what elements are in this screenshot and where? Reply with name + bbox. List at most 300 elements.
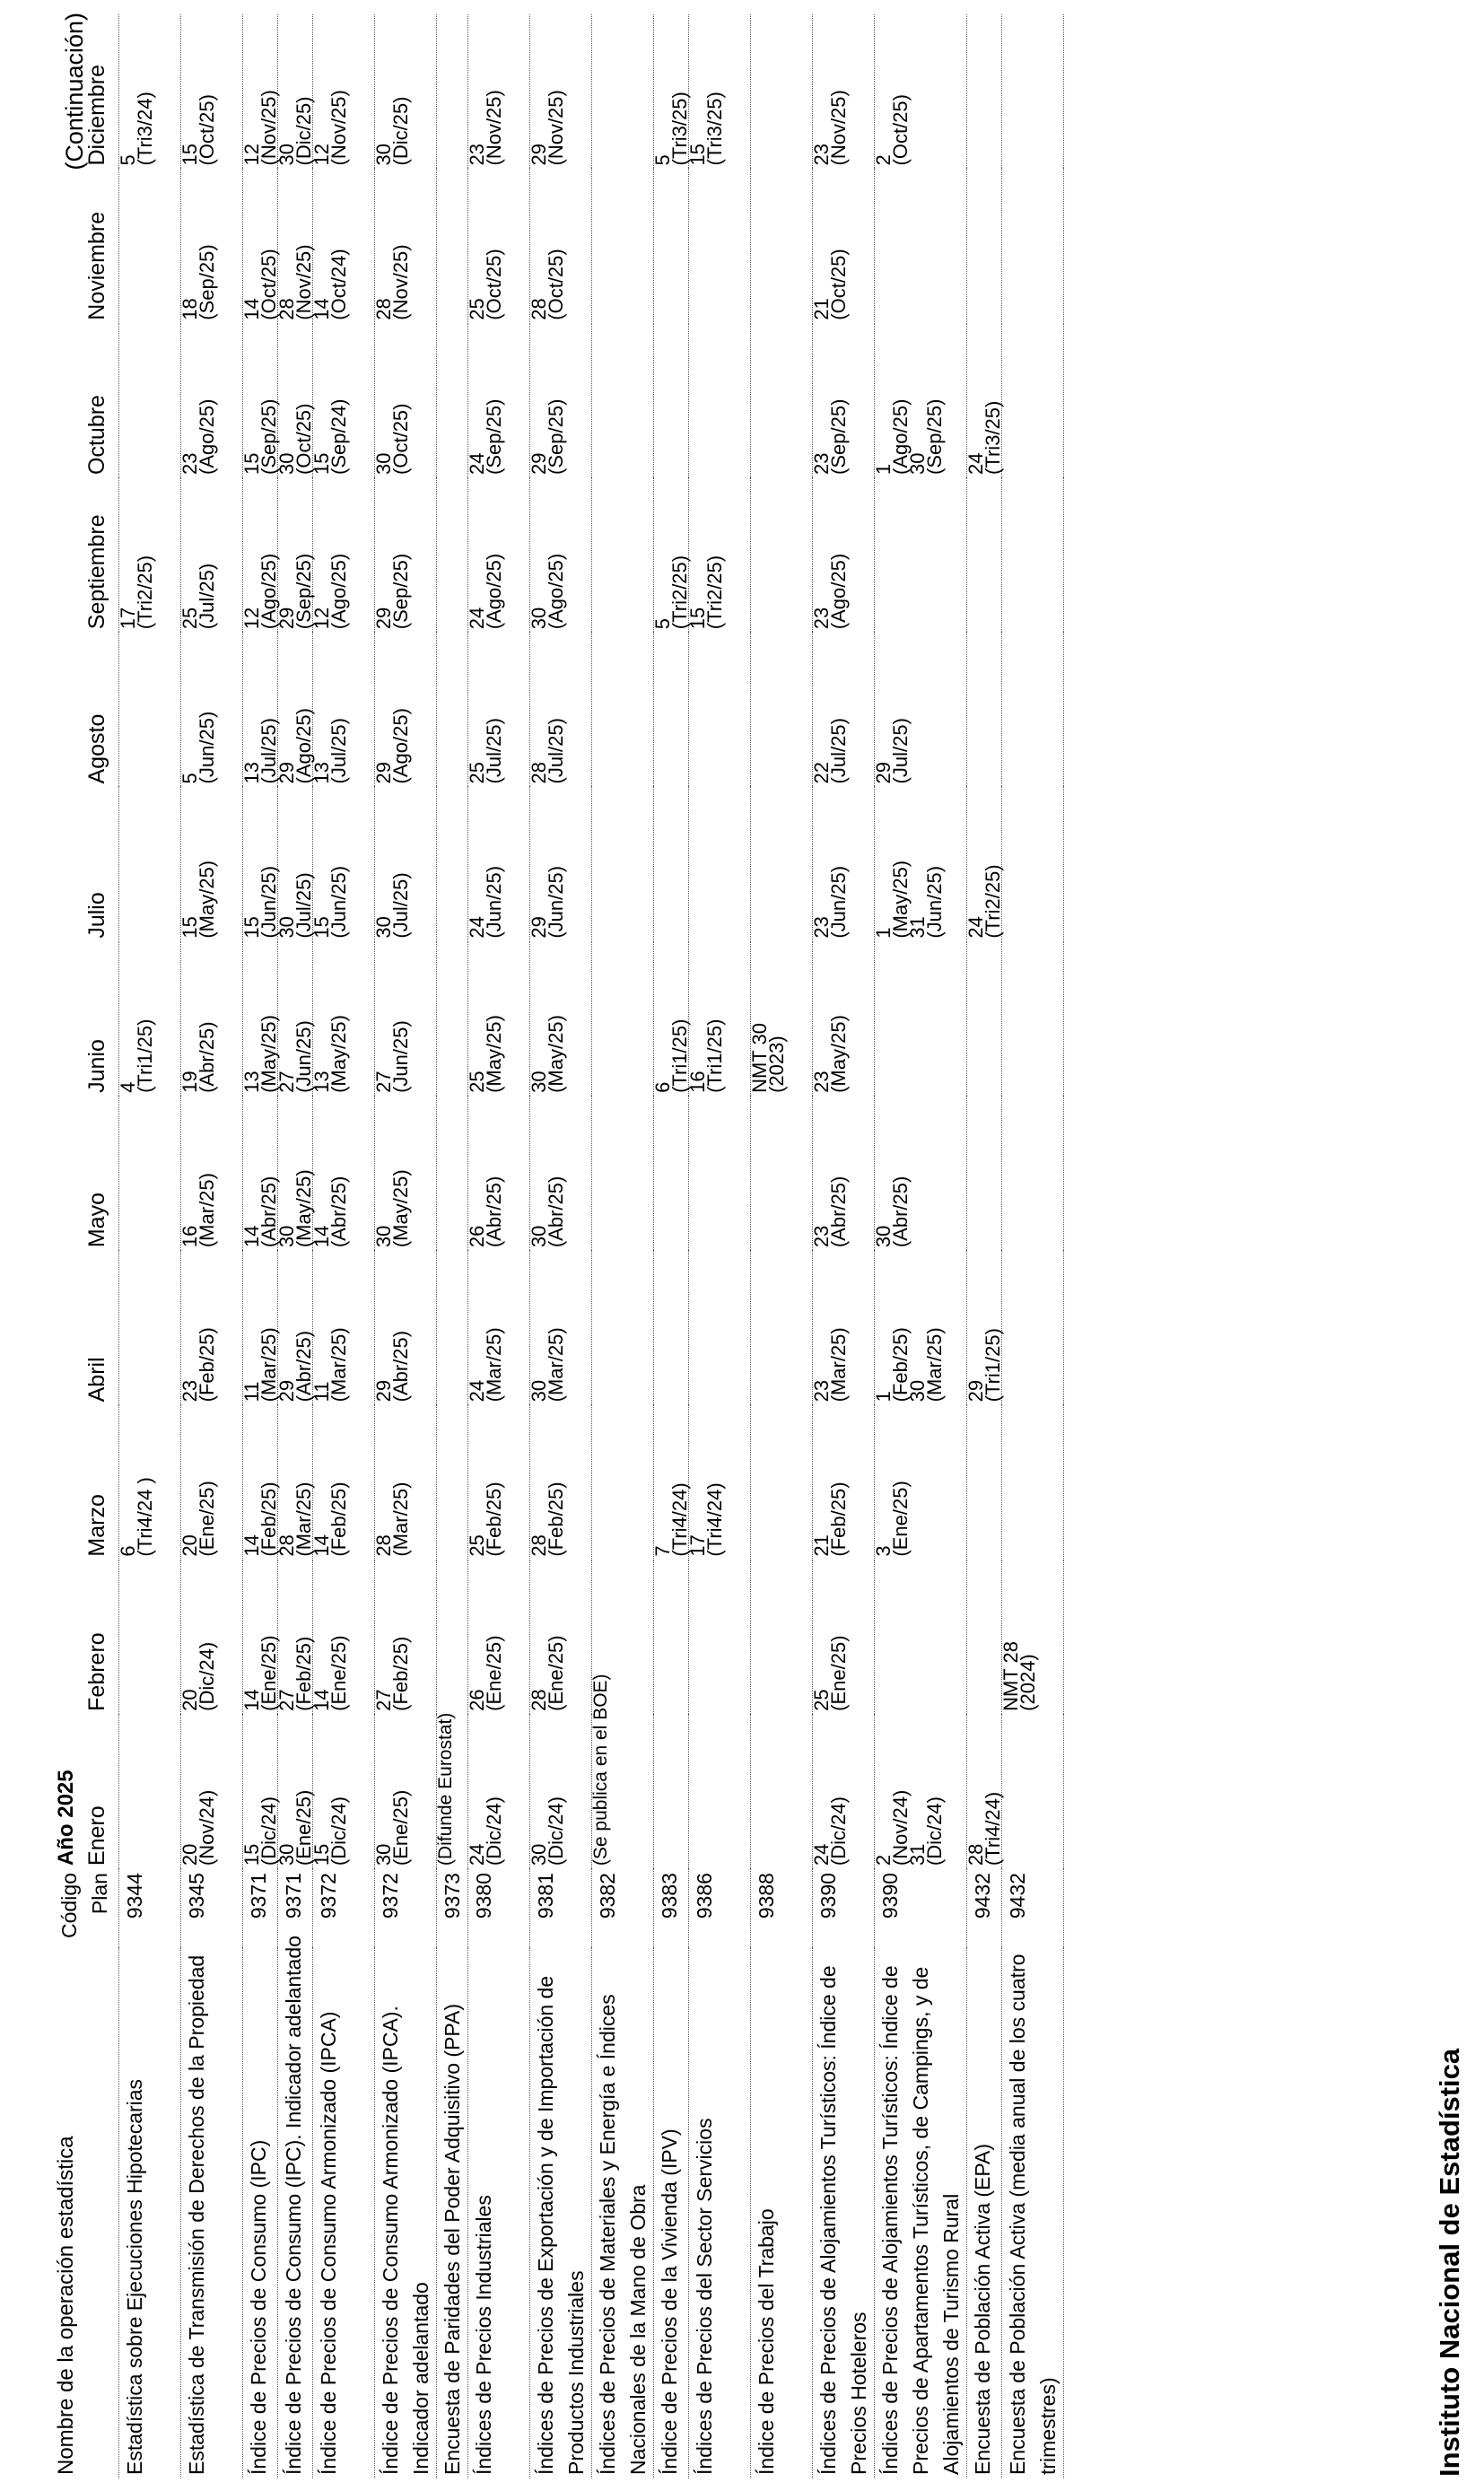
reference-period: (Jul/25) [483, 718, 505, 784]
reference-period: (Oct/25) [889, 94, 912, 166]
reference-period: (Ene/25) [196, 1481, 218, 1557]
reference-period: (Sep/25) [389, 553, 412, 630]
row-note: (Se publica en el BOE) [590, 1674, 611, 1866]
release-cell [310, 324, 375, 478]
release-cell [372, 478, 437, 633]
operation-name-line: Índice de Precios de Consumo Armonizado (IPCA) [317, 2011, 340, 2475]
release-day: 11 [240, 1381, 263, 1403]
release-day: 22 [810, 761, 833, 784]
release-cell [240, 478, 280, 633]
operation-name [654, 1948, 689, 2478]
table-row [278, 14, 313, 2478]
release-cell [872, 1405, 967, 1560]
release-cell [967, 1251, 1002, 1405]
reference-period: (Oct/25) [483, 249, 505, 320]
reference-period: (Nov/25) [258, 90, 280, 166]
header-row-2 [84, 14, 119, 2478]
table-row [468, 14, 530, 2478]
reference-period: (Sep/25) [827, 398, 850, 475]
release-cell [468, 1405, 530, 1560]
release-cell [1002, 170, 1064, 324]
release-day: 30 [528, 1225, 550, 1248]
release-cell [181, 1405, 243, 1560]
release-day: 13 [310, 761, 333, 784]
operation-name-line: Índices de Precios Industriales [472, 2195, 495, 2475]
release-day: 26 [466, 1225, 488, 1248]
reference-period: (Ago/25) [389, 708, 412, 784]
release-cell [654, 633, 689, 787]
reference-period: (Jun/25) [827, 865, 850, 939]
release-cell [372, 942, 437, 1097]
release-cell [810, 1251, 875, 1405]
reference-period: (Feb/25) [389, 1636, 412, 1711]
release-cell [654, 1715, 689, 1869]
month-header: Agosto [84, 713, 109, 784]
release-day: 25 [466, 298, 488, 320]
release-day: 14 [310, 1225, 333, 1248]
release-cell [751, 1405, 813, 1560]
release-cell [240, 324, 280, 478]
reference-period: (Oct/25) [258, 249, 280, 320]
reference-period: (Mar/25) [483, 1327, 505, 1403]
release-day: 13 [240, 1071, 263, 1093]
table-row [592, 14, 654, 2478]
release-day: 15 [310, 452, 333, 475]
operation-name-line: Índice de Precios de Consumo (IPC). Indicador adelantado [282, 1936, 305, 2475]
reference-period: (Mar/25) [196, 1173, 218, 1248]
reference-period: (Nov/25) [327, 90, 350, 166]
release-cell [119, 1251, 181, 1405]
reference-period: (Ene/25) [258, 1635, 280, 1711]
release-cell [875, 942, 967, 1097]
month-header: Junio [84, 1039, 109, 1093]
release-day: 30 [372, 144, 395, 166]
release-day: 15 [179, 144, 201, 166]
month-header: Octubre [84, 395, 109, 475]
reference-period: (Tri2/25) [982, 864, 1004, 939]
release-cell [181, 787, 243, 941]
reference-period: (Tri3/25) [668, 92, 691, 166]
reference-period: (Ene/25) [827, 1635, 850, 1711]
release-cell [967, 787, 1002, 941]
reference-period: (2023) [765, 1036, 788, 1093]
release-day: 27 [372, 1689, 395, 1711]
release-cell [689, 787, 751, 941]
reference-period: (Nov/25) [827, 90, 850, 166]
release-day: 25 [466, 761, 488, 784]
release-cell [468, 1560, 530, 1715]
month-header: Mayo [84, 1193, 109, 1248]
release-cell [240, 170, 280, 324]
operation-name [278, 1936, 313, 2478]
release-cell [875, 170, 967, 324]
release-cell [119, 14, 181, 170]
release-cell [372, 170, 437, 324]
release-cell [654, 324, 689, 478]
release-cell [119, 787, 181, 941]
operation-name-line: Encuesta de Población Activa (media anual de los cuatro [1006, 1953, 1029, 2475]
release-cell [1002, 633, 1064, 787]
reference-period: (Feb/25) [327, 1481, 350, 1557]
reference-period: (Ago/25) [545, 553, 567, 630]
reference-period: (May/25) [258, 1015, 280, 1093]
release-cell [181, 1251, 243, 1405]
reference-period: (Oct/25) [292, 403, 315, 475]
release-cell [310, 1097, 375, 1251]
release-cell [686, 1405, 751, 1560]
release-cell [651, 478, 691, 633]
release-day: 28 [528, 761, 550, 784]
release-day: 30 [372, 452, 395, 475]
reference-period: (Ene/25) [327, 1635, 350, 1711]
release-day: 20 [179, 1843, 201, 1866]
reference-period: (May/25) [827, 1015, 850, 1093]
release-cell [530, 1097, 592, 1251]
reference-period: (Abr/25) [889, 1176, 912, 1248]
reference-period: (Feb/25) [258, 1481, 280, 1557]
reference-period: (Sep/25) [923, 398, 946, 475]
release-day: 14 [240, 298, 263, 320]
release-day: 15 [310, 916, 333, 939]
release-day: NMT 30 [748, 1023, 771, 1093]
release-cell [967, 14, 1002, 170]
release-day: 23 [810, 1225, 833, 1248]
release-day: 12 [310, 144, 333, 166]
reference-period: (Jun/25) [923, 865, 946, 939]
release-cell [468, 170, 530, 324]
release-cell [1002, 1405, 1064, 1560]
release-day: 28 [528, 1689, 550, 1711]
reference-period: (Tri3/25) [703, 92, 726, 166]
release-cell [240, 787, 280, 941]
release-cell [468, 324, 530, 478]
release-cell [530, 324, 592, 478]
release-cell [1002, 1251, 1064, 1405]
table-row [1002, 14, 1064, 2478]
reference-period: (Jul/25) [889, 718, 912, 784]
reference-period: (Ago/25) [827, 553, 850, 630]
operation-name [313, 1948, 375, 2478]
reference-period: (Tri3/25) [982, 400, 1004, 475]
release-cell [810, 170, 875, 324]
table-body [119, 14, 1065, 2478]
release-cell [651, 14, 691, 170]
operation-name-line: Nacionales de la Mano de Obra [626, 2184, 650, 2475]
plan-code: 9382 [596, 1873, 619, 1919]
header-plan-label: Plan [88, 1873, 111, 1915]
release-day: 29 [528, 916, 550, 939]
reference-period: (Ago/25) [292, 708, 315, 784]
release-day: 27 [275, 1689, 298, 1711]
operation-name [119, 1948, 181, 2478]
release-day: 23 [810, 144, 833, 166]
release-day: 21 [810, 298, 833, 320]
reference-period: (Abr/25) [327, 1176, 350, 1248]
plan-code: 9390 [816, 1873, 840, 1919]
plan-code: 9432 [1006, 1873, 1029, 1919]
reference-period: (Mar/25) [327, 1327, 350, 1403]
release-day: 24 [810, 1843, 833, 1866]
month-header: Noviembre [84, 211, 109, 320]
reference-period: (Jun/25) [483, 865, 505, 939]
reference-period: (Mar/25) [258, 1327, 280, 1403]
reference-period: (Feb/25) [827, 1481, 850, 1557]
operation-name-line [150, 1952, 180, 2475]
release-cell [689, 170, 751, 324]
release-day: 1 [872, 1391, 895, 1403]
release-cell [372, 1560, 437, 1715]
operation-name-line: Índice de Precios del Trabajo [755, 2208, 778, 2475]
release-day: 30 [275, 1843, 298, 1866]
release-cell [689, 1715, 751, 1869]
operation-name [813, 1948, 875, 2478]
operation-name [875, 1948, 967, 2478]
release-day: 23 [466, 144, 488, 166]
release-day: 4 [117, 1081, 139, 1093]
release-cell [810, 324, 875, 478]
release-day: 23 [179, 1379, 201, 1403]
release-cell [181, 1097, 243, 1251]
release-cell [751, 1560, 813, 1715]
release-day: 1 [872, 463, 895, 475]
release-cell [468, 1715, 530, 1869]
release-cell [240, 942, 280, 1097]
reference-period: (Dic/24) [327, 1796, 350, 1866]
release-cell [875, 1560, 967, 1715]
operation-name-line: Encuesta de Paridades del Poder Adquisitivo (PPA) [441, 2003, 464, 2475]
reference-period: (Abr/25) [545, 1176, 567, 1248]
release-cell [310, 1251, 375, 1405]
operation-name-line: Estadística de Transmisión de Derechos de la Propiedad [185, 1954, 208, 2475]
reference-period: (Tri2/25) [668, 555, 691, 630]
release-day: 23 [179, 452, 201, 475]
reference-period: (Dic/24) [923, 1796, 946, 1866]
release-cell [468, 1251, 530, 1405]
release-day: 28 [528, 1534, 550, 1557]
release-cell [275, 14, 315, 170]
table-end-rule [1064, 14, 1065, 2478]
release-cell [372, 1251, 437, 1405]
release-day: 29 [275, 761, 298, 784]
release-day: 30 [528, 607, 550, 630]
release-cell [468, 1097, 530, 1251]
release-day: NMT 28 [1000, 1641, 1022, 1711]
release-calendar-table [54, 14, 1064, 2478]
release-cell [275, 1097, 315, 1251]
operation-name [468, 1948, 530, 2478]
release-day: 30 [528, 1379, 550, 1403]
release-cell [275, 633, 315, 787]
release-cell [872, 633, 967, 787]
reference-period: (May/25) [292, 1169, 315, 1248]
release-day: 14 [240, 1225, 263, 1248]
reference-period: (Abr/25) [389, 1330, 412, 1403]
release-cell [967, 1560, 1002, 1715]
operation-name-line: Estadística sobre Ejecuciones Hipotecarias [123, 2078, 146, 2475]
release-cell [119, 942, 181, 1097]
release-cell [654, 1097, 689, 1251]
release-cell [181, 633, 243, 787]
release-cell [751, 1251, 813, 1405]
release-cell [372, 1405, 437, 1560]
reference-period: (Feb/25) [292, 1636, 315, 1711]
release-day: 25 [466, 1534, 488, 1557]
release-day: 20 [179, 1534, 201, 1557]
release-cell [240, 1560, 280, 1715]
reference-period: (Jul/25) [389, 872, 412, 939]
reference-period: (Jul/25) [196, 563, 218, 630]
reference-period: (Ene/25) [545, 1635, 567, 1711]
release-cell [530, 1251, 592, 1405]
reference-period: (Sep/25) [196, 244, 218, 320]
release-cell [751, 1097, 813, 1251]
operation-name-line: Encuesta de Población Activa (EPA) [971, 2143, 994, 2475]
release-cell [310, 14, 375, 170]
reference-period: (Tri1/25) [703, 1018, 726, 1093]
reference-period: (Abr/25) [483, 1176, 505, 1248]
reference-period: (Tri2/25) [134, 555, 156, 630]
month-header: Febrero [84, 1632, 109, 1711]
release-cell [310, 787, 375, 941]
operation-name [689, 1948, 751, 2478]
reference-period: (Oct/25) [196, 94, 218, 166]
release-day: 24 [466, 916, 488, 939]
operation-name-line: Alojamientos de Turismo Rural [939, 2193, 963, 2475]
release-cell [372, 14, 437, 170]
release-cell [872, 1715, 967, 1869]
release-day: 29 [372, 1379, 395, 1403]
release-day: 19 [179, 1071, 201, 1093]
reference-period: (May/25) [196, 860, 218, 939]
table-row [119, 14, 181, 2478]
reference-period: (Sep/25) [483, 398, 505, 475]
release-day: 24 [466, 1843, 488, 1866]
reference-period: (May/25) [545, 1015, 567, 1093]
table-row [181, 14, 243, 2478]
operation-name-line: Precios de Apartamentos Turísticos, de Campings, y de [909, 1966, 932, 2475]
release-cell [119, 324, 181, 478]
reference-period: (Jun/25) [327, 865, 350, 939]
plan-code: 9390 [878, 1873, 902, 1919]
release-day: 7 [651, 1545, 674, 1557]
operation-name [1002, 1948, 1064, 2478]
reference-period: (Dic/24) [545, 1796, 567, 1866]
reference-period: (Feb/25) [889, 1327, 912, 1403]
release-cell [689, 1251, 751, 1405]
release-cell [310, 1715, 375, 1869]
release-day: 14 [310, 1534, 333, 1557]
release-cell [310, 1405, 375, 1560]
release-day: 24 [466, 452, 488, 475]
release-cell [310, 942, 375, 1097]
reference-period: (Feb/25) [545, 1481, 567, 1557]
reference-period: (Dic/24) [258, 1796, 280, 1866]
release-cell [654, 170, 689, 324]
release-cell [530, 1715, 592, 1869]
release-cell [372, 1715, 437, 1869]
reference-period: (Sep/25) [258, 398, 280, 475]
reference-period: (Abr/25) [292, 1330, 315, 1403]
release-cell [275, 1405, 315, 1560]
table-row [751, 14, 813, 2478]
reference-period: (Tri3/24) [134, 92, 156, 166]
release-cell [810, 942, 875, 1097]
release-cell [686, 14, 751, 170]
release-day: 1 [872, 927, 895, 939]
reference-period: (Abr/25) [258, 1176, 280, 1248]
release-cell [967, 170, 1002, 324]
operation-name [243, 1948, 278, 2478]
plan-code: 9373 [441, 1873, 464, 1919]
header-blank [84, 1948, 119, 2478]
release-day: 24 [466, 1379, 488, 1403]
release-day: 15 [310, 1843, 333, 1866]
reference-period: (Jul/25) [545, 718, 567, 784]
release-cell [119, 1405, 181, 1560]
release-day: 29 [275, 607, 298, 630]
release-cell [872, 1097, 967, 1251]
release-cell [275, 787, 315, 941]
release-day: 2 [872, 1854, 895, 1866]
release-cell [310, 478, 375, 633]
reference-period: (Ago/25) [889, 398, 912, 475]
release-cell [1002, 324, 1064, 478]
header-code-label: Código [57, 1873, 81, 1938]
table-row [654, 14, 689, 2478]
reference-period: (Jul/25) [827, 718, 850, 784]
release-day: 15 [240, 1843, 263, 1866]
release-day: 23 [810, 607, 833, 630]
release-cell [530, 787, 592, 941]
plan-code: 9388 [755, 1873, 778, 1919]
reference-period: (Tri1/25) [134, 1018, 156, 1093]
release-cell [530, 170, 592, 324]
release-cell [810, 1405, 875, 1560]
release-cell [240, 1097, 280, 1251]
reference-period: (Nov/24) [889, 1789, 912, 1866]
release-cell [468, 478, 530, 633]
release-cell [654, 1560, 689, 1715]
reference-period: (Jul/25) [292, 872, 315, 939]
reference-period: (Mar/25) [389, 1481, 412, 1557]
institute-title: Instituto Nacional de Estadística [1434, 2048, 1465, 2477]
release-day: 30 [275, 452, 298, 475]
release-cell [1002, 787, 1064, 941]
plan-code: 9381 [534, 1873, 557, 1919]
release-cell [372, 633, 437, 787]
release-day: 5 [117, 154, 139, 166]
release-cell [810, 14, 875, 170]
release-cell [1002, 478, 1064, 633]
release-day: 24 [965, 916, 987, 939]
release-cell [1002, 942, 1064, 1097]
release-cell [275, 1560, 315, 1715]
table-row [813, 14, 875, 2478]
release-day: 29 [965, 1379, 987, 1403]
release-day: 23 [810, 1379, 833, 1403]
row-note: (Difunde Eurostat) [435, 1712, 456, 1866]
reference-period: (2024) [1017, 1654, 1039, 1711]
release-cell [240, 1405, 280, 1560]
month-header: Diciembre [84, 64, 109, 166]
release-cell [689, 1097, 751, 1251]
reference-period: (Oct/25) [827, 249, 850, 320]
reference-period: (Jun/25) [258, 865, 280, 939]
plan-code: 9383 [658, 1873, 681, 1919]
operation-name-line: Índices de Precios de Alojamientos Turísticos: Índice de [878, 1965, 902, 2475]
table-row [967, 14, 1002, 2478]
release-day: 28 [275, 298, 298, 320]
